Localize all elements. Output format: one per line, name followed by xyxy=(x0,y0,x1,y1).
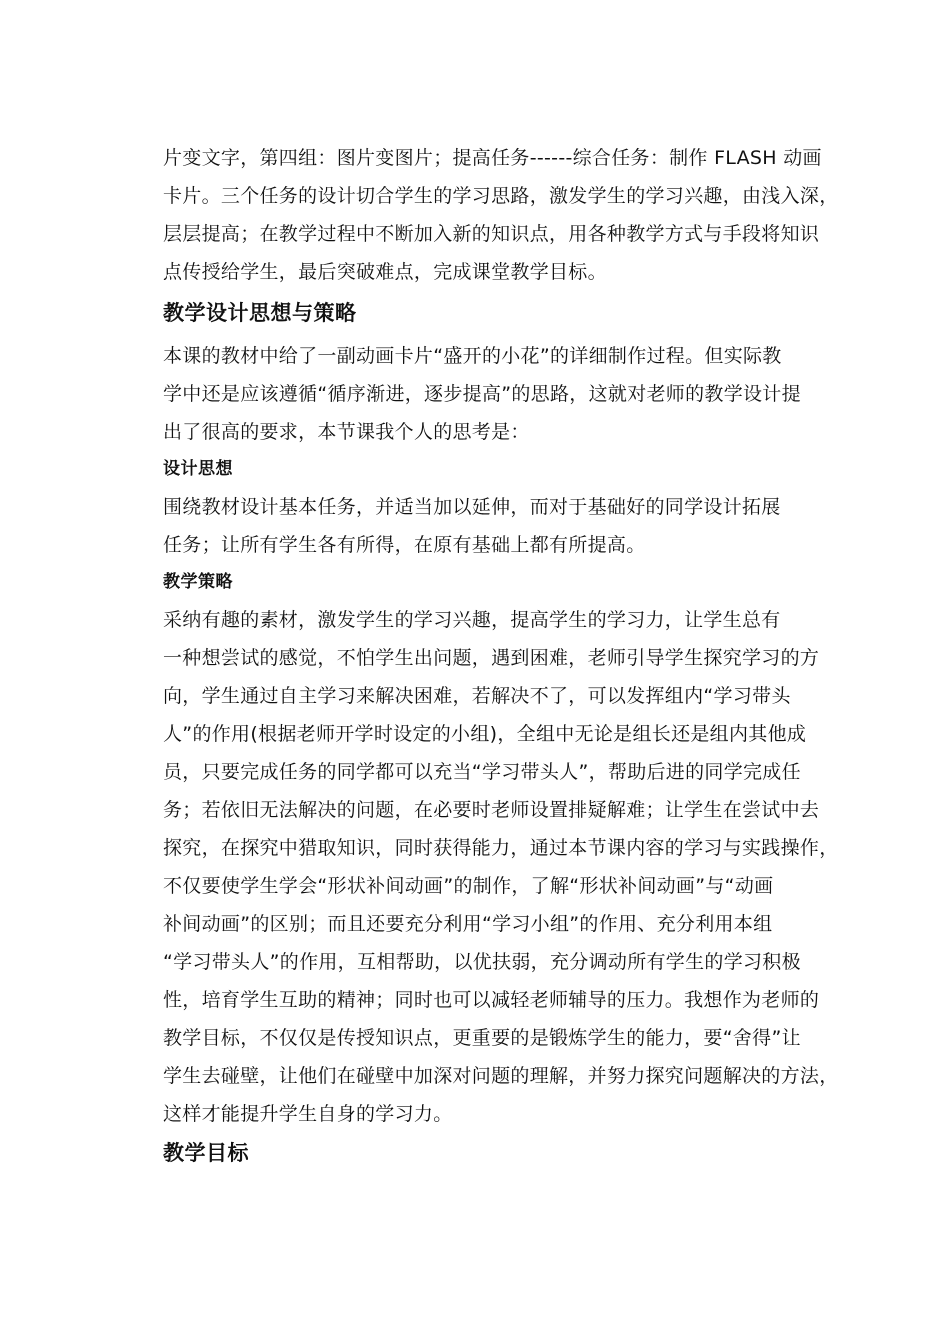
subsection-heading: 设计思想 xyxy=(163,459,233,479)
paragraph-line: 向，学生通过自主学习来解决困难，若解决不了，可以发挥组内“学习带头 xyxy=(163,685,791,707)
section-heading: 教学设计思想与策略 xyxy=(163,301,357,325)
paragraph-line: 教学目标，不仅仅是传授知识点，更重要的是锻炼学生的能力，要“舍得”让 xyxy=(163,1027,801,1049)
subsection-heading: 教学策略 xyxy=(163,572,233,592)
paragraph-line: 性，培育学生互助的精神；同时也可以减轻老师辅导的压力。我想作为老师的 xyxy=(163,989,820,1011)
paragraph-line: 学生去碰壁，让他们在碰壁中加深对问题的理解，并努力探究问题解决的方法， xyxy=(163,1065,839,1087)
paragraph-line: 学中还是应该遵循“循序渐进，逐步提高”的思路，这就对老师的教学设计提 xyxy=(163,383,801,405)
paragraph-line: 不仅要使学生学会“形状补间动画”的制作，了解“形状补间动画”与“动画 xyxy=(163,875,774,897)
paragraph-line: 卡片。三个任务的设计切合学生的学习思路，激发学生的学习兴趣，由浅入深， xyxy=(163,185,839,207)
paragraph-line: 本课的教材中给了一副动画卡片“盛开的小花”的详细制作过程。但实际教 xyxy=(163,345,782,367)
paragraph-line: 人”的作用(根据老师开学时设定的小组)，全组中无论是组长还是组内其他成 xyxy=(163,723,807,745)
paragraph-line: 补间动画”的区别；而且还要充分利用“学习小组”的作用、充分利用本组 xyxy=(163,913,773,935)
paragraph-line: “学习带头人”的作用，互相帮助，以优扶弱，充分调动所有学生的学习积极 xyxy=(163,951,801,973)
paragraph-line: 采纳有趣的素材，激发学生的学习兴趣，提高学生的学习力，让学生总有 xyxy=(163,609,781,631)
paragraph-line: 层层提高；在教学过程中不断加入新的知识点，用各种教学方式与手段将知识 xyxy=(163,223,820,245)
paragraph-line: 一种想尝试的感觉，不怕学生出问题，遇到困难，老师引导学生探究学习的方 xyxy=(163,647,820,669)
paragraph-line: 探究，在探究中猎取知识，同时获得能力，通过本节课内容的学习与实践操作， xyxy=(163,837,839,859)
paragraph-line: 片变文字，第四组：图片变图片；提高任务------综合任务：制作 FLASH 动画 xyxy=(163,147,822,169)
paragraph-line: 任务；让所有学生各有所得，在原有基础上都有所提高。 xyxy=(163,534,646,556)
paragraph-line: 员，只要完成任务的同学都可以充当“学习带头人”，帮助后进的同学完成任 xyxy=(163,761,801,783)
paragraph-line: 务；若依旧无法解决的问题，在必要时老师设置排疑解难；让学生在尝试中去 xyxy=(163,799,820,821)
paragraph-line: 点传授给学生，最后突破难点，完成课堂教学目标。 xyxy=(163,261,607,283)
paragraph-line: 这样才能提升学生自身的学习力。 xyxy=(163,1103,453,1125)
section-heading: 教学目标 xyxy=(163,1141,249,1165)
paragraph-line: 围绕教材设计基本任务，并适当加以延伸，而对于基础好的同学设计拓展 xyxy=(163,496,781,518)
paragraph-line: 出了很高的要求，本节课我个人的思考是： xyxy=(163,421,530,443)
